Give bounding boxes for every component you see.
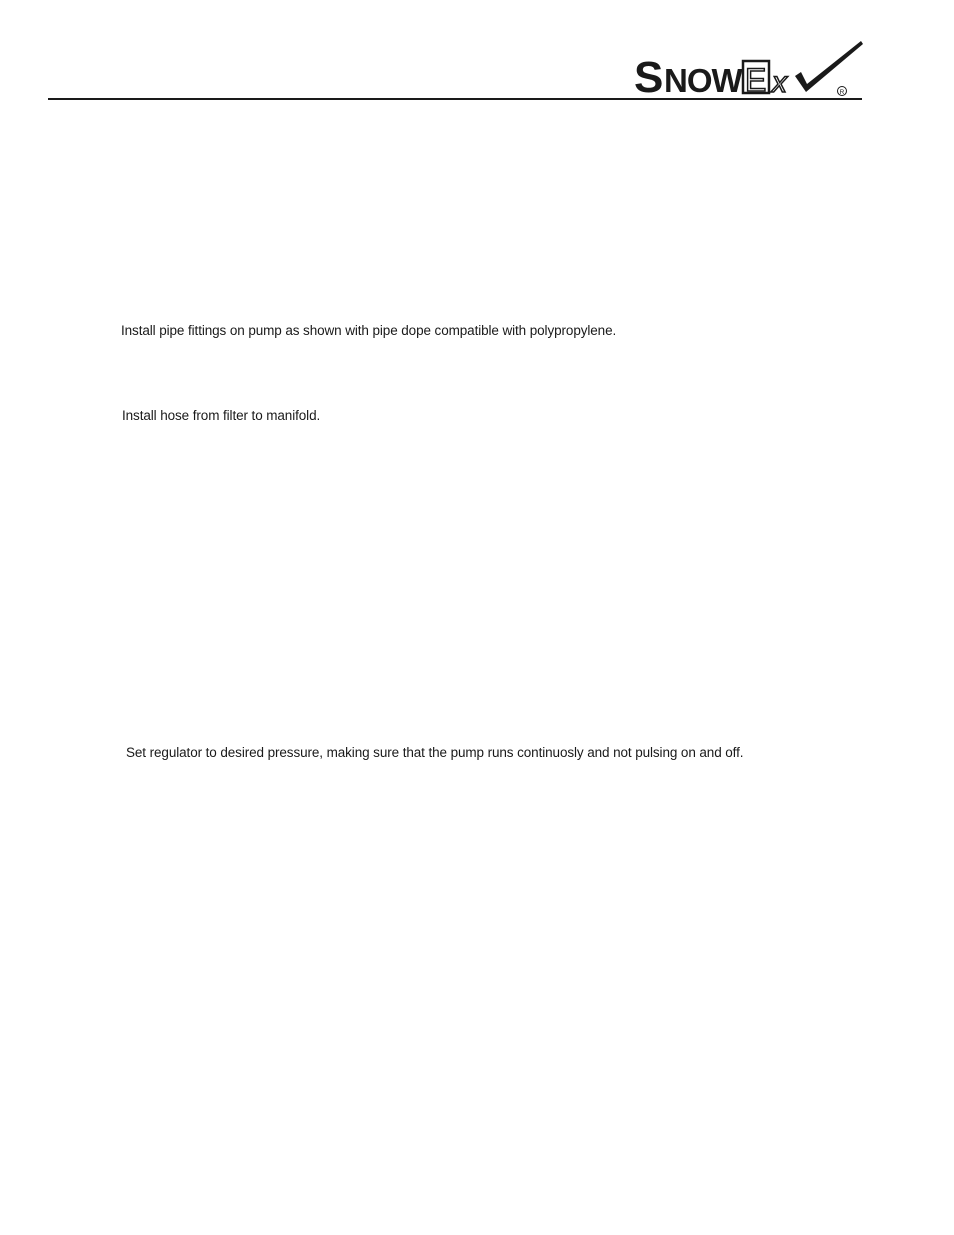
svg-text:x: x xyxy=(772,66,787,98)
svg-text:R: R xyxy=(839,89,845,96)
svg-text:E: E xyxy=(745,62,767,98)
snowex-logo xyxy=(632,40,864,98)
instruction-set-regulator: Set regulator to desired pressure, making sure that the pump runs continuosly and not pulsing on and off. xyxy=(126,745,744,760)
svg-text:NOW: NOW xyxy=(664,62,742,98)
svg-text:S: S xyxy=(634,53,662,98)
instruction-install-pipe-fittings: Install pipe fittings on pump as shown with pipe dope compatible with polypropylene. xyxy=(121,323,617,338)
header-divider xyxy=(48,98,862,100)
instruction-install-hose: Install hose from filter to manifold. xyxy=(122,408,321,423)
